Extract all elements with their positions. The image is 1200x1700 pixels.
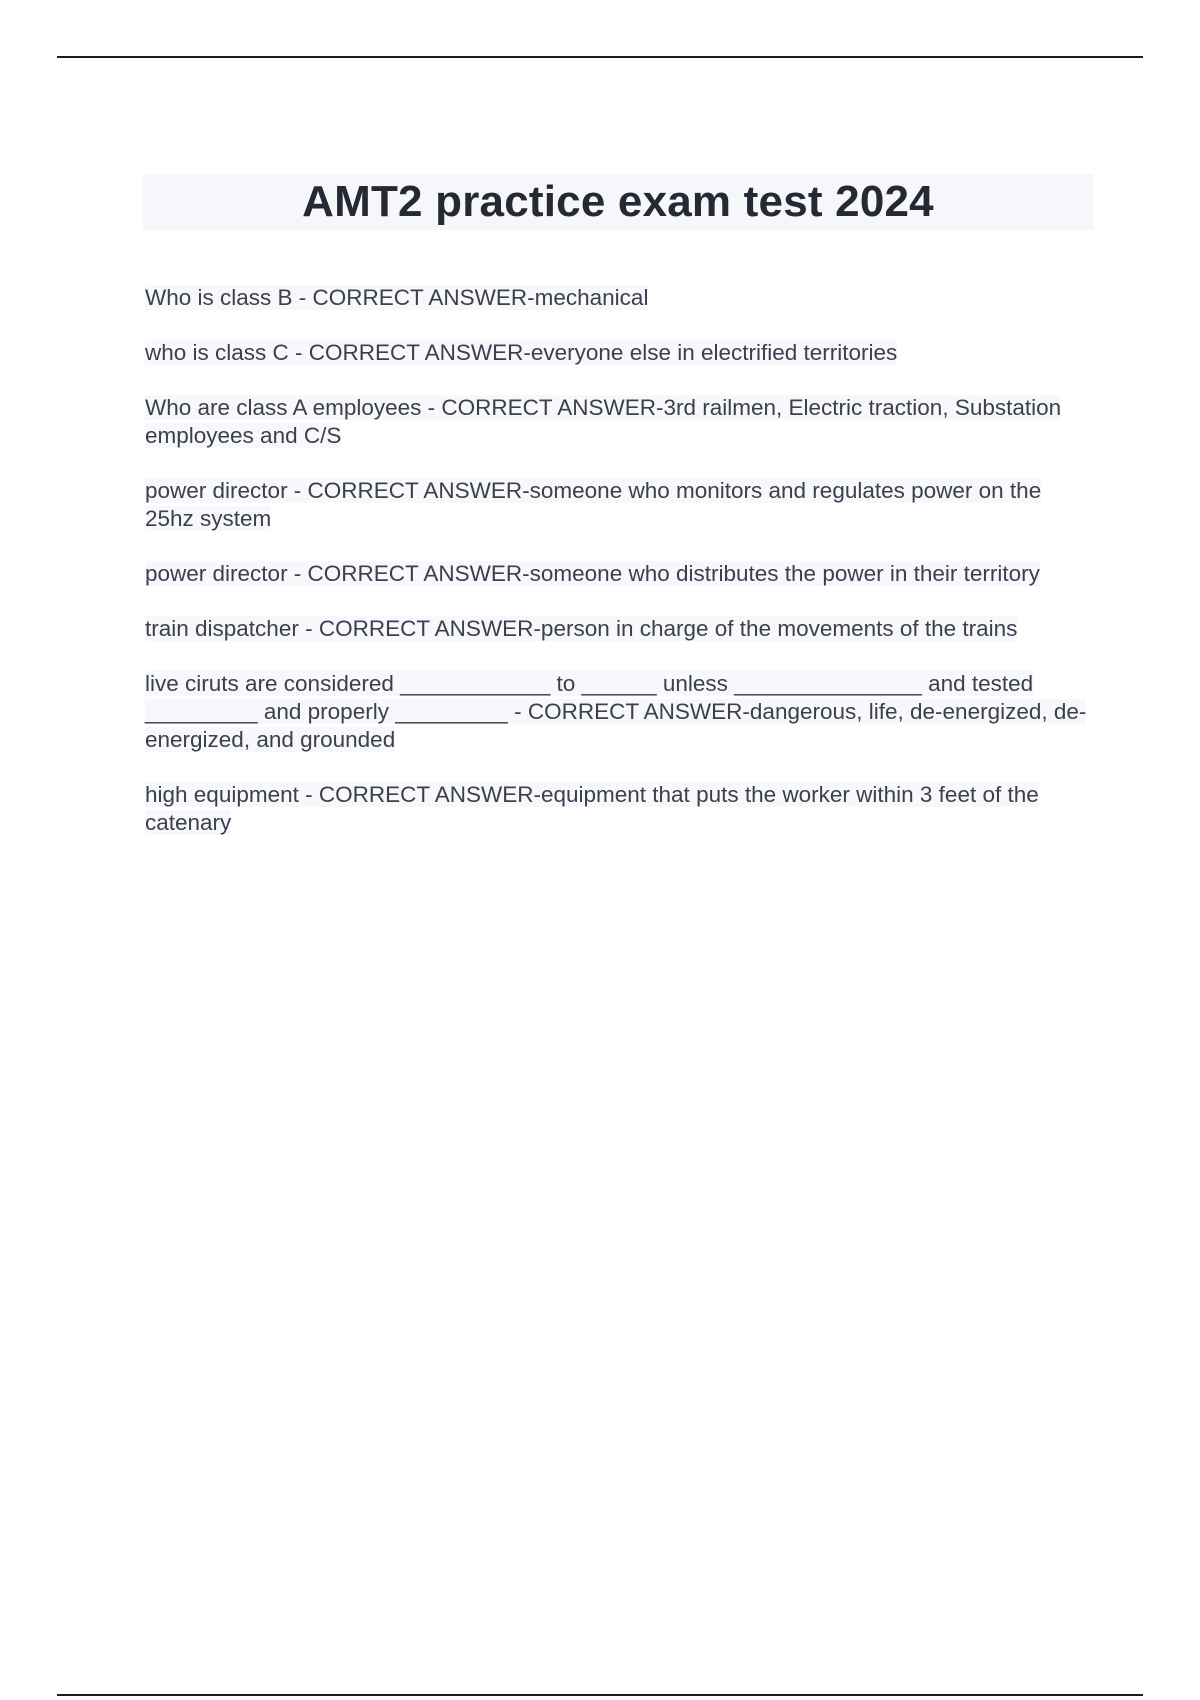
qa-item-text: power director - CORRECT ANSWER-someone who monitors and regulates power on the 25hz system — [145, 478, 1042, 531]
qa-list — [145, 284, 1095, 864]
qa-item — [145, 477, 1095, 533]
title-band — [143, 174, 1093, 230]
qa-item-text: who is class C - CORRECT ANSWER-everyone else in electrified territories — [145, 340, 898, 365]
qa-item-text: live ciruts are considered ____________ to ______ unless _______________ and tested _________ and properly _________ - CORRECT ANSWER-dangerous, life, de-energized, de-energized, and grounded — [145, 671, 1087, 752]
qa-item — [145, 339, 1095, 367]
qa-item — [145, 284, 1095, 312]
qa-item-text: Who are class A employees - CORRECT ANSWER-3rd railmen, Electric traction, Substation employees and C/S — [145, 395, 1062, 448]
qa-item-text: Who is class B - CORRECT ANSWER-mechanical — [145, 285, 649, 310]
qa-item — [145, 560, 1095, 588]
qa-item — [145, 781, 1095, 837]
qa-item-text: high equipment - CORRECT ANSWER-equipment that puts the worker within 3 feet of the catenary — [145, 782, 1039, 835]
qa-item — [145, 394, 1095, 450]
qa-item — [145, 670, 1095, 754]
header-divider — [57, 56, 1143, 58]
qa-item-text: power director - CORRECT ANSWER-someone who distributes the power in their territory — [145, 561, 1040, 586]
page-title: AMT2 practice exam test 2024 — [302, 177, 934, 226]
qa-item — [145, 615, 1095, 643]
qa-item-text: train dispatcher - CORRECT ANSWER-person in charge of the movements of the trains — [145, 616, 1018, 641]
footer-divider — [57, 1694, 1143, 1696]
